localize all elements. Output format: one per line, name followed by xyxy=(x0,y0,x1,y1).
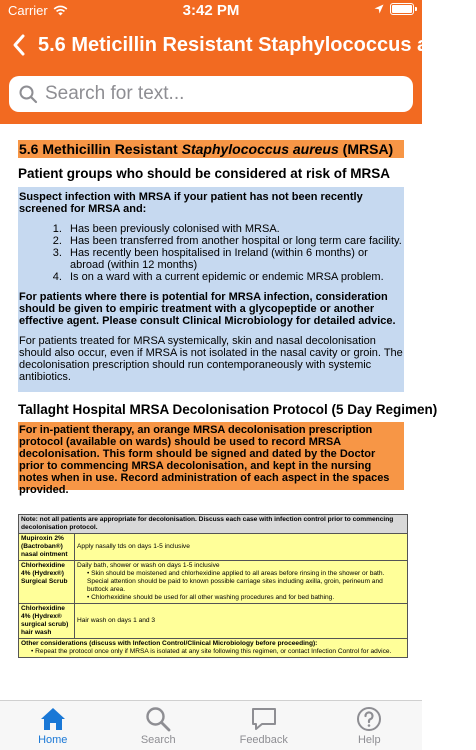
risk-item: 4. Is on a ward with a current epidemic or endemic MRSA problem. xyxy=(65,271,403,283)
risk-box xyxy=(18,187,404,392)
location-icon xyxy=(374,4,384,14)
table-row xyxy=(19,534,408,561)
row-label: Chlorhexidine 4% (Hydrex® surgical scrub) hair wash xyxy=(19,604,75,639)
back-button[interactable] xyxy=(2,22,36,68)
row-text: Daily bath, shower or wash on days 1-5 inclusive xyxy=(77,562,220,569)
tab-label: Help xyxy=(357,734,381,746)
protocol-note: For in-patient therapy, an orange MRSA decolonisation prescription protocol (available on wards) should be used to record MRSA decolonisation. This form should be signed and dated by the Doctor prior to commencing MRSA decolonisation, and kept in the nursing notes when in use. Record administration of each aspect in the spaces provided. xyxy=(18,422,404,490)
search-icon xyxy=(145,706,171,732)
risk-item: 1. Has been previously colonised with MRSA. xyxy=(65,223,403,235)
carrier-label: Carrier xyxy=(8,3,48,18)
tab-help[interactable] xyxy=(317,701,423,750)
decolonisation-table xyxy=(18,514,408,658)
clock: 3:42 PM xyxy=(182,2,240,19)
row-cell xyxy=(19,639,408,658)
navigation-bar xyxy=(0,22,476,68)
table-row xyxy=(19,639,408,658)
risk-item: 2. Has been transferred from another hospital or long term care facility. xyxy=(65,235,403,247)
home-icon xyxy=(39,706,67,732)
risk-item: 3. Has recently been hospitalised in Ireland (within 6 months) or abroad (within 12 months) xyxy=(65,247,403,271)
tab-feedback[interactable] xyxy=(211,701,317,750)
protocol-heading: Tallaght Hospital MRSA Decolonisation Protocol (5 Day Regimen) xyxy=(18,402,438,417)
row-text: Apply nasally tds on days 1-5 inclusive xyxy=(75,534,408,561)
other-heading: Other considerations (discuss with Infection Control/Clinical Microbiology before proceeding): xyxy=(21,640,318,647)
section-heading xyxy=(18,140,404,158)
document-view[interactable] xyxy=(0,124,438,700)
table-row xyxy=(19,604,408,639)
page-title: 5.6 Meticillin Resistant Staphylococcus aure... xyxy=(38,33,476,56)
row-label: Chlorhexidine 4% (Hydrex®) Surgical Scrub xyxy=(19,561,75,604)
table-note: Note: not all patients are appropriate for decolonisation. Discuss each case with infection control prior to commencing decolonisation protocol. xyxy=(19,515,408,534)
decolonisation-note: For patients treated for MRSA systemically, skin and nasal decolonisation should also occur, even if MRSA is not isolated in the nasal cavity or groin. The decolonisation prescription should run contemporaneously with systemic antibiotics. xyxy=(19,335,403,383)
heading-prefix: 5.6 Methicillin Resistant xyxy=(19,141,182,157)
tab-label: Home xyxy=(38,734,68,746)
empiric-note: For patients where there is potential for MRSA infection, consideration should be given to empiric treatment with a glycopeptide or another effective agent. Please consult Clinical Microbiology for detailed advice. xyxy=(19,291,396,327)
status-bar xyxy=(0,0,422,22)
row-label: Mupiroxin 2% (Bactroban®) nasal ointment xyxy=(19,534,75,561)
search-input[interactable] xyxy=(45,83,385,105)
chevron-left-icon xyxy=(12,34,26,56)
risk-list xyxy=(65,223,403,283)
row-text: Hair wash on days 1 and 3 xyxy=(75,604,408,639)
tab-search[interactable] xyxy=(106,701,212,750)
row-bullet: • Chlorhexidine should be used for all other washing procedures and for bed bathing. xyxy=(77,594,405,602)
suspect-intro: Suspect infection with MRSA if your patient has not been recently screened for MRSA and: xyxy=(19,191,363,215)
status-indicators xyxy=(374,3,414,15)
tab-bar xyxy=(0,700,422,750)
help-icon xyxy=(356,706,382,732)
row-cell xyxy=(75,561,408,604)
search-icon xyxy=(19,85,37,103)
battery-icon xyxy=(390,3,414,15)
search-bar[interactable] xyxy=(9,76,413,112)
tab-label: Feedback xyxy=(239,734,288,746)
tab-label: Search xyxy=(140,734,176,746)
feedback-icon xyxy=(250,706,278,732)
heading-organism: Staphylococcus aureus xyxy=(181,141,339,157)
heading-suffix: (MRSA) xyxy=(338,141,394,157)
row-bullet: • Repeat the protocol once only if MRSA is isolated at any site following this regimen, or contact Infection Control for advice. xyxy=(21,648,405,656)
row-bullet: • Skin should be moistened and chlorhexidine applied to all areas before rinsing in the shower or bath. Special attention should be paid to known possible carriage sites including axilla, groin, perineum and buttock area. xyxy=(77,570,405,594)
risk-heading: Patient groups who should be considered at risk of MRSA xyxy=(18,166,391,181)
tab-home[interactable] xyxy=(0,701,106,750)
table-row xyxy=(19,561,408,604)
header xyxy=(0,0,476,124)
